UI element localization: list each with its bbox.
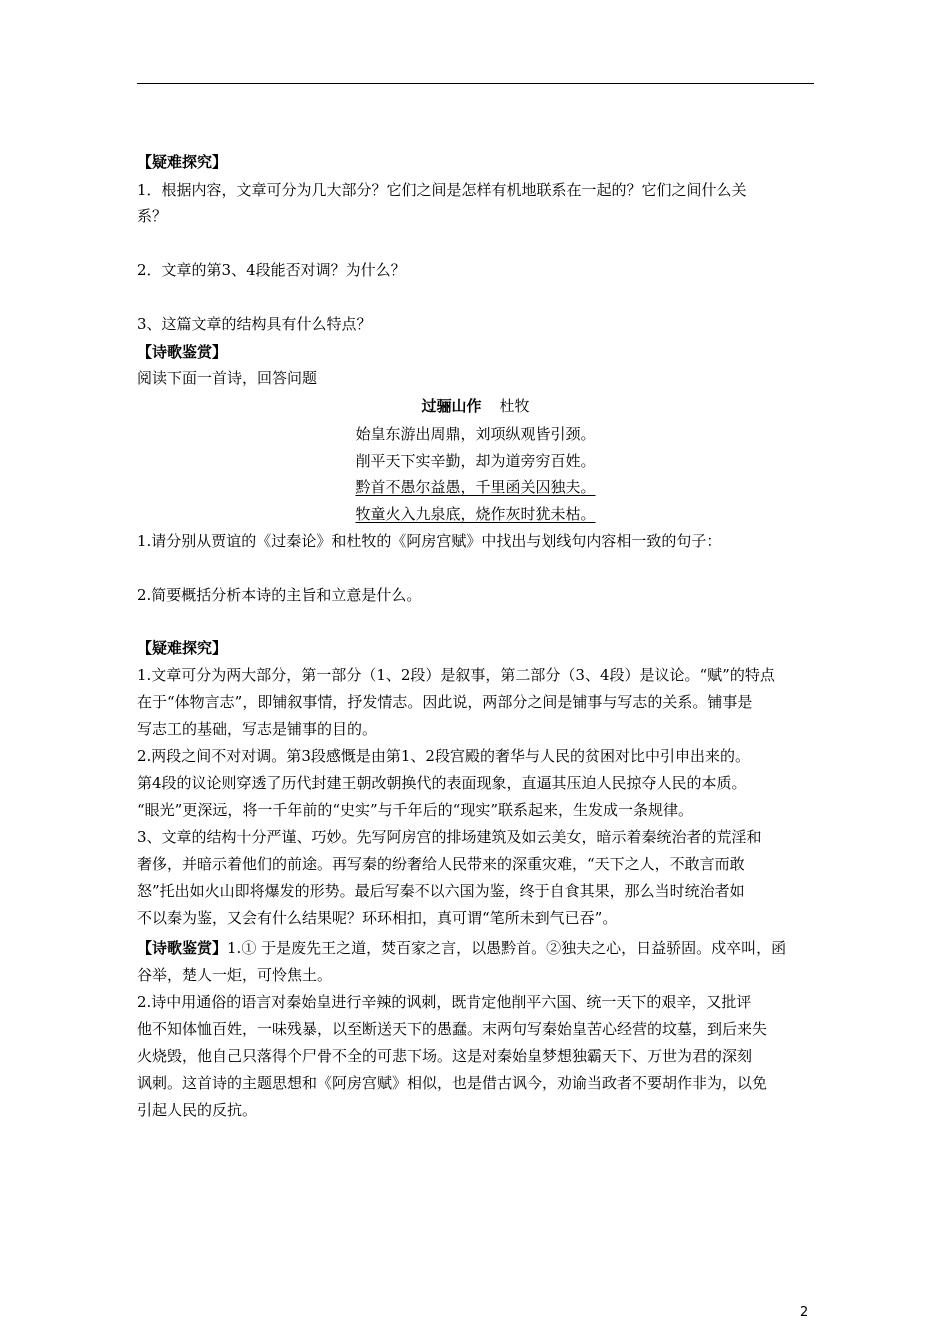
poetry-answer-1-text: 1.① 于是废先王之道，焚百家之言，以愚黔首。②独夫之心，日益骄固。戍卒叫，函: [227, 939, 787, 957]
poem-line-2: 削平天下实辛勤，却为道旁穷百姓。: [355, 452, 596, 470]
poetry-answer-2-line-4: 讽刺。这首诗的主题思想和《阿房宫赋》相似，也是借古讽今，劝谕当政者不要胡作非为，以免: [137, 1074, 768, 1092]
answer-3-line-2: 奢侈，并暗示着他们的前途。再写秦的纷奢给人民带来的深重灾难，“天下之人，不敢言而敢: [137, 855, 745, 873]
answer-2-line-3: “眼光”更深远，将一千年前的“史实”与千年后的“现实”联系起来，生发成一条规律。: [137, 801, 694, 819]
question-1-line-1: 1．根据内容，文章可分为几大部分？它们之间是怎样有机地联系在一起的？它们之间什么关: [137, 181, 747, 199]
answer-3-line-3: 怒”托出如火山即将爆发的形势。最后写秦不以六国为鉴，终于自食其果，那么当时统治者如: [137, 882, 745, 900]
poetry-answer-1-line-1: [137, 936, 786, 960]
question-2: 2．文章的第3、4段能否对调？为什么？: [137, 261, 406, 279]
poetry-answer-1-line-2: 谷举，楚人一炬，可怜焦土。: [137, 966, 333, 984]
question-3: 3、这篇文章的结构具有什么特点？: [137, 315, 372, 333]
answer-heading-poetry: 【诗歌鉴赏】: [137, 939, 228, 957]
poem-line-1: 始皇东游出周鼎，刘项纵观皆引颈。: [355, 425, 596, 443]
poem-intro: 阅读下面一首诗，回答问题: [137, 369, 318, 387]
answer-1-line-3: 写志工的基础，写志是铺事的目的。: [137, 720, 378, 738]
poem-question-2: 2.简要概括分析本诗的主旨和立意是什么。: [137, 586, 422, 604]
poem-question-1: 1.请分别从贾谊的《过秦论》和杜牧的《阿房宫赋》中找出与划线句内容相一致的句子：: [137, 532, 722, 550]
page-number: 2: [800, 1305, 809, 1320]
poem-line-4-underlined: [137, 502, 814, 526]
poem-line-3-text: 黔首不愚尔益愚，千里函关囚独夫。: [355, 478, 596, 496]
poetry-answer-2-line-2: 他不知体恤百姓，一味残暴，以至断送天下的愚蠢。末两句写秦始皇苦心经营的坟墓，到后来失: [137, 1020, 768, 1038]
answer-2-line-2: 第4段的议论则穿透了历代封建王朝改朝换代的表面现象，直逼其压迫人民掠夺人民的本质。: [137, 774, 747, 792]
question-1-line-2: 系？: [137, 207, 168, 225]
poem-heading: [137, 394, 814, 418]
poetry-answer-2-line-1: 2.诗中用通俗的语言对秦始皇进行辛辣的讽刺，既肯定他削平六国、统一天下的艰辛，又批评: [137, 993, 752, 1011]
poem-author: 杜牧: [499, 397, 530, 415]
answer-2-line-1: 2.两段之间不对对调。第3段感慨是由第1、2段宫殿的奢华与人民的贫困对比中引申出来的。: [137, 747, 750, 765]
answer-3-line-4: 不以秦为鉴，又会有什么结果呢？环环相扣，真可谓“笔所未到气已吞”。: [137, 909, 618, 927]
poem-line-4-text: 牧童火入九泉底，烧作灰时犹未枯。: [355, 505, 596, 523]
poem-line-3-underlined: [137, 475, 814, 499]
section-heading-poetry: 【诗歌鉴赏】: [137, 343, 228, 361]
poetry-answer-2-line-5: 引起人民的反抗。: [137, 1101, 258, 1119]
poem-title: 过骊山作: [421, 397, 482, 415]
header-rule: [137, 83, 814, 84]
section-heading-difficulty: 【疑难探究】: [137, 153, 228, 171]
answer-1-line-1: 1.文章可分为两大部分，第一部分（1、2段）是叙事，第二部分（3、4段）是议论。“赋”的特点: [137, 666, 775, 684]
poetry-answer-2-line-3: 火烧毁，他自己只落得个尸骨不全的可悲下场。这是对秦始皇梦想独霸天下、万世为君的深刻: [137, 1047, 753, 1065]
answer-3-line-1: 3、文章的结构十分严谨、巧妙。先写阿房宫的排场建筑及如云美女，暗示着秦统治者的荒淫和: [137, 828, 762, 846]
answer-heading-difficulty: 【疑难探究】: [137, 639, 228, 657]
answer-1-line-2: 在于“体物言志”，即铺叙事情，抒发情志。因此说，两部分之间是铺事与写志的关系。铺事是: [137, 693, 753, 711]
